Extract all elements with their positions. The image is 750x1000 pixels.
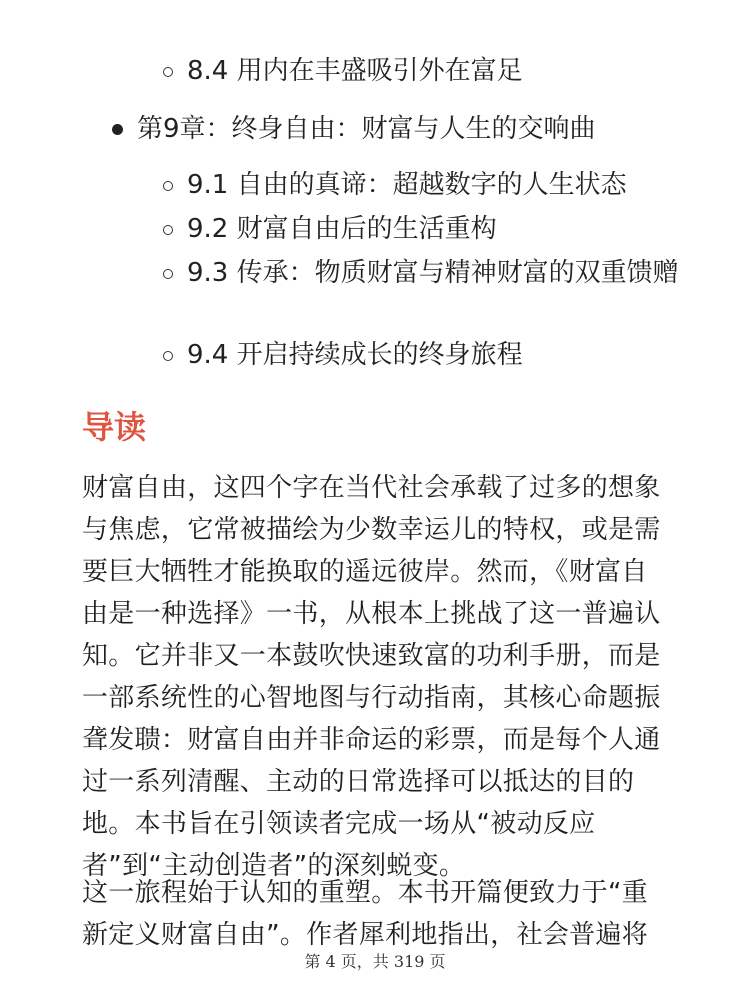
hollow-bullet-icon — [163, 269, 173, 279]
hollow-bullet-icon — [163, 181, 173, 191]
hollow-bullet-icon — [163, 351, 173, 361]
toc-item-8-4[interactable] — [163, 51, 683, 91]
toc-item-9-3[interactable] — [163, 253, 683, 293]
toc-item-9-1[interactable] — [163, 165, 683, 205]
toc-item-label: 9.3 传承：物质财富与精神财富的双重馈赠 — [187, 258, 679, 288]
toc-chapter-label: 第9章：终身自由：财富与人生的交响曲 — [137, 114, 596, 144]
toc-chapter-9[interactable] — [112, 109, 692, 149]
toc-item-label: 8.4 用内在丰盛吸引外在富足 — [187, 56, 523, 86]
toc-item-9-4[interactable] — [163, 335, 683, 375]
toc-item-label: 9.1 自由的真谛：超越数字的人生状态 — [187, 170, 627, 200]
section-heading-intro: 导读 — [82, 408, 147, 446]
toc-item-label: 9.2 财富自由后的生活重构 — [187, 214, 497, 244]
toc-item-label: 9.4 开启持续成长的终身旅程 — [187, 340, 523, 370]
solid-bullet-icon — [112, 124, 123, 135]
intro-paragraph-2: 这一旅程始于认知的重塑。本书开篇便致力于“重新定义财富自由”。作者犀利地指出，社会普遍将 — [82, 878, 649, 950]
intro-paragraph-1: 财富自由，这四个字在当代社会承载了过多的想象与焦虑，它常被描绘为少数幸运儿的特权，或是需要巨大牺牲才能换取的遥远彼岸。然而，《财富自由是一种选择》一书，从根本上挑战了这一普遍认知。它并非又一本鼓吹快速致富的功利手册，而是一部系统性的心智地图与行动指南，其核心命题振聋发聩：财富自由并非命运的彩票，而是每个人通过一系列清醒、主动的日常选择可以抵达的目的地。本书旨在引领读者完成一场从“被动反应者”到“主动创造者”的深刻蜕变。 — [82, 473, 661, 881]
page-indicator: 第 4 页，共 319 页 — [304, 952, 446, 971]
hollow-bullet-icon — [163, 225, 173, 235]
hollow-bullet-icon — [163, 67, 173, 77]
toc-item-9-2[interactable] — [163, 209, 683, 249]
